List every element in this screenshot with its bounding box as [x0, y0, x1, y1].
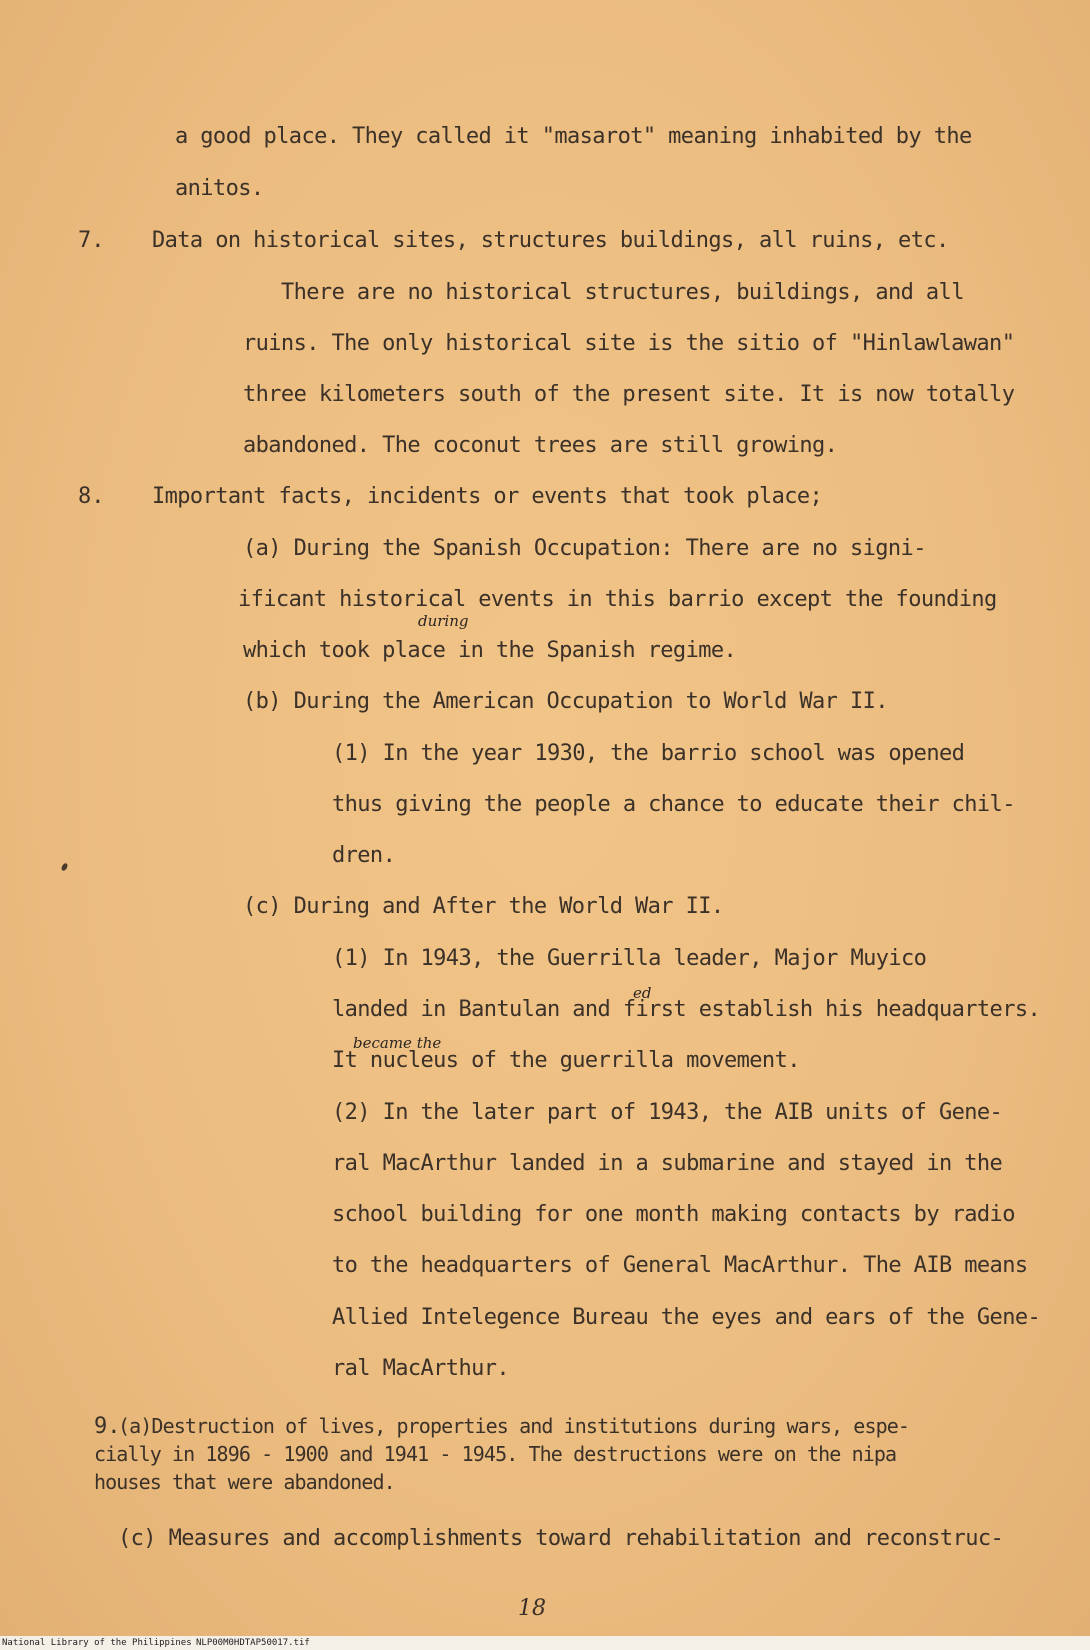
handwritten-annotation: became the: [353, 1034, 442, 1052]
text-line: three kilometers south of the present site. It is now totally: [243, 382, 1015, 407]
text-line: (a)Destruction of lives, properties and institutions during wars, espe-: [118, 1414, 910, 1438]
text-line: There are no historical structures, buildings, and all: [281, 280, 964, 305]
item-number: 9.: [94, 1414, 121, 1439]
handwritten-annotation: ed: [633, 984, 652, 1002]
text-line: anitos.: [175, 176, 264, 201]
ink-speck: [60, 862, 68, 871]
page-number: 18: [518, 1596, 546, 1621]
text-line: a good place. They called it "masarot" meaning inhabited by the: [175, 124, 972, 149]
text-line: thus giving the people a chance to educate their chil-: [332, 792, 1015, 817]
text-line: It nucleus of the guerrilla movement.: [332, 1048, 800, 1073]
item-number: 8.: [78, 484, 105, 509]
text-line: school building for one month making contacts by radio: [332, 1202, 1015, 1227]
text-line: dren.: [332, 843, 396, 868]
text-line: (c) Measures and accomplishments toward rehabilitation and reconstruc-: [118, 1526, 1004, 1551]
text-line: ificant historical events in this barrio except the founding: [238, 587, 997, 612]
text-line: houses that were abandoned.: [94, 1470, 395, 1494]
text-line: ral MacArthur landed in a submarine and stayed in the: [332, 1151, 1003, 1176]
text-line: landed in Bantulan and first establish his headquarters.: [332, 997, 1041, 1022]
text-line: (b) During the American Occupation to World War II.: [243, 689, 888, 714]
text-line: abandoned. The coconut trees are still growing.: [243, 433, 838, 458]
footer-institution: National Library of the Philippines: [2, 1638, 192, 1648]
text-line: (a) During the Spanish Occupation: There are no signi-: [243, 536, 926, 561]
footer-filename: NLP00M0HDTAP50017.tif: [196, 1638, 310, 1648]
text-line: to the headquarters of General MacArthur. The AIB means: [332, 1253, 1028, 1278]
text-line: (c) During and After the World War II.: [243, 894, 724, 919]
item-number: 7.: [78, 228, 105, 253]
text-line: (1) In 1943, the Guerrilla leader, Major Muyico: [332, 946, 927, 971]
handwritten-annotation: during: [418, 612, 469, 630]
text-line: (2) In the later part of 1943, the AIB units of Gene-: [332, 1100, 1003, 1125]
text-line: Allied Intelegence Bureau the eyes and ears of the Gene-: [332, 1305, 1041, 1330]
text-line: cially in 1896 - 1900 and 1941 - 1945. The destructions were on the nipa: [94, 1442, 897, 1466]
footer-bar: [0, 1636, 1090, 1650]
text-line: which took place in the Spanish regime.: [243, 638, 737, 663]
text-line: ral MacArthur.: [332, 1356, 510, 1381]
text-line: Data on historical sites, structures buildings, all ruins, etc.: [152, 228, 949, 253]
text-line: (1) In the year 1930, the barrio school was opened: [332, 741, 965, 766]
text-line: Important facts, incidents or events that took place;: [152, 484, 823, 509]
text-line: ruins. The only historical site is the sitio of "Hinlawlawan": [243, 331, 1015, 356]
